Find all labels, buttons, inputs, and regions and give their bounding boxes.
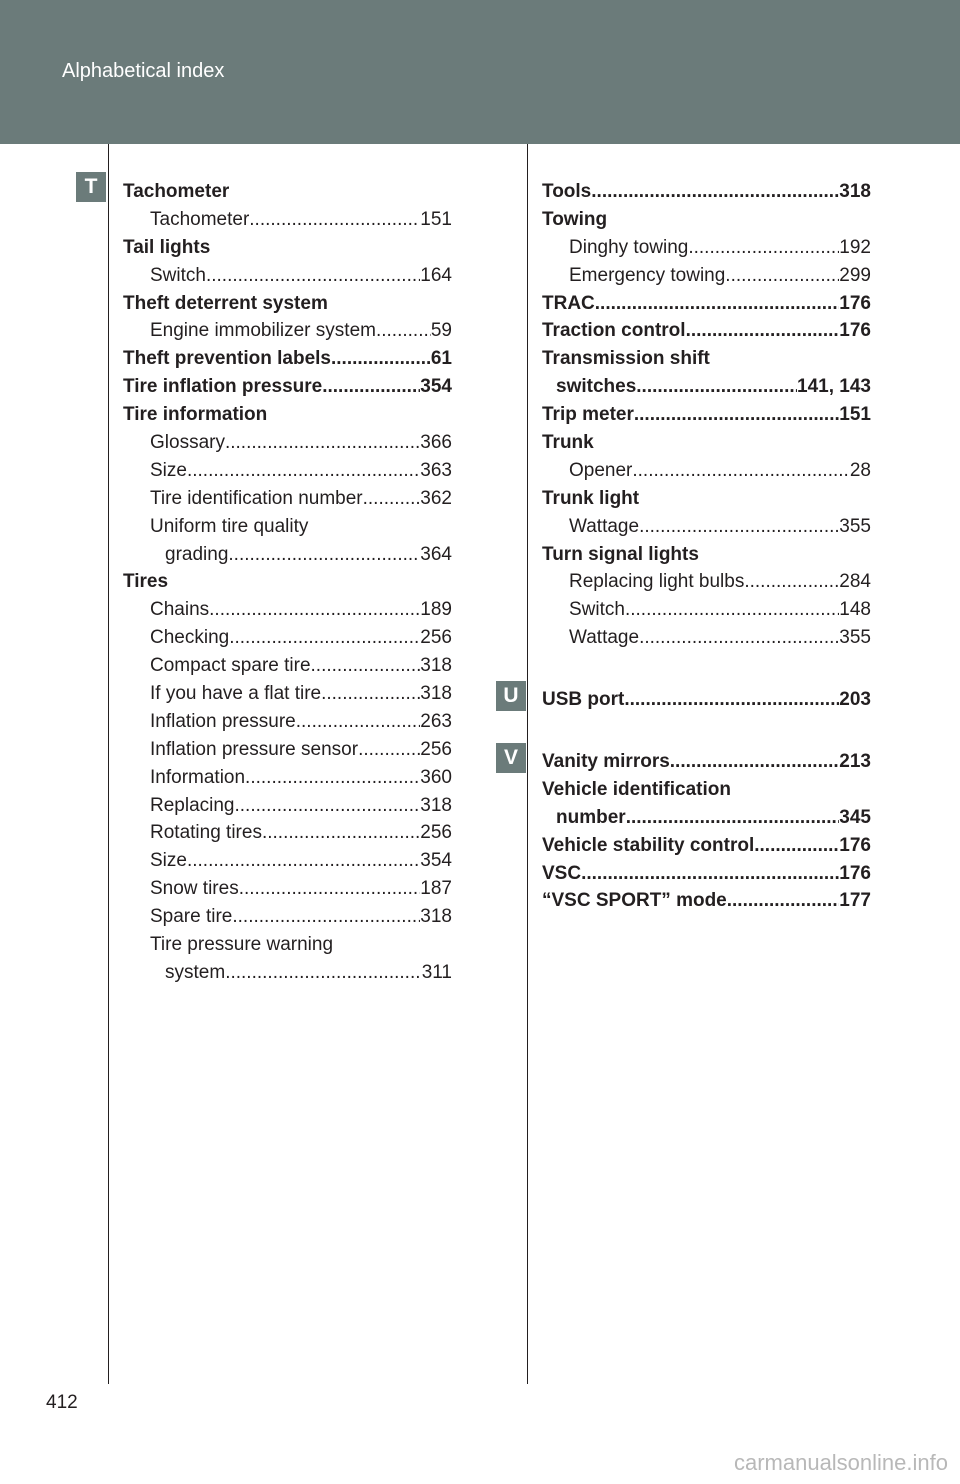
page-ref: 318 — [420, 794, 452, 816]
index-subentry — [123, 903, 452, 931]
index-subentry — [123, 317, 452, 345]
page-ref: 360 — [420, 766, 452, 788]
section-letter-u: U — [496, 681, 526, 711]
index-subentry — [123, 819, 452, 847]
entry-label: Opener — [569, 459, 633, 481]
dot-leader — [331, 345, 431, 373]
page-ref: 176 — [839, 292, 871, 314]
entry-label: Trip meter — [542, 404, 634, 426]
page-number: 412 — [46, 1392, 78, 1413]
index-heading — [542, 832, 871, 860]
page-ref: 176 — [839, 834, 871, 856]
page-ref: 192 — [839, 236, 871, 258]
dot-leader — [311, 652, 421, 680]
page-ref: 318 — [839, 181, 871, 202]
page-ref: 189 — [420, 599, 452, 621]
dot-leader — [225, 429, 420, 457]
index-subentry — [542, 262, 871, 290]
entry-label: Size — [150, 459, 187, 481]
entry-label: number — [556, 806, 626, 828]
dot-leader — [688, 234, 839, 262]
page-ref: 59 — [430, 320, 452, 342]
index-subentry — [123, 513, 452, 541]
entry-label: Switch — [150, 264, 206, 286]
dot-leader — [228, 541, 420, 569]
entry-label: Checking — [150, 627, 230, 649]
page-ref: 363 — [420, 459, 452, 481]
dot-leader — [206, 262, 420, 290]
entry-label: Tools — [542, 181, 592, 202]
dot-leader — [262, 819, 420, 847]
index-subentry — [123, 485, 452, 513]
page-ref: 366 — [420, 432, 452, 454]
index-subentry — [123, 680, 452, 708]
index-subentry — [123, 206, 452, 234]
index-heading — [123, 345, 452, 373]
index-heading — [542, 804, 871, 832]
dot-leader — [624, 686, 839, 714]
index-subentry — [123, 262, 452, 290]
page-ref: 151 — [420, 208, 452, 230]
entry-label: Tire inflation pressure — [123, 376, 323, 398]
dot-leader — [581, 860, 839, 888]
page-ref: 164 — [420, 264, 452, 286]
dot-leader — [625, 596, 839, 624]
entry-label: Information — [150, 766, 246, 788]
entry-label: Rotating tires — [150, 822, 262, 844]
entry-label: Trunk — [542, 432, 594, 454]
page-ref: 187 — [420, 878, 452, 900]
index-subentry — [123, 708, 452, 736]
index-subentry — [542, 234, 871, 262]
section-gap — [542, 652, 871, 686]
index-heading — [542, 485, 871, 513]
entry-label: Vehicle identification — [542, 778, 731, 800]
dot-leader — [626, 804, 840, 832]
index-subentry — [123, 457, 452, 485]
index-heading — [542, 429, 871, 457]
entry-label: USB port — [542, 689, 625, 711]
dot-leader — [632, 457, 849, 485]
section-letter-v: V — [496, 743, 526, 773]
dot-leader — [686, 317, 840, 345]
entry-label: Spare tire — [150, 906, 233, 928]
index-subentry — [542, 457, 871, 485]
index-heading — [542, 206, 871, 234]
index-heading — [542, 373, 871, 401]
index-subentry — [123, 931, 452, 959]
page-ref: 345 — [839, 806, 871, 828]
index-heading — [123, 290, 452, 318]
dot-leader — [639, 513, 839, 541]
entry-label: Tachometer — [150, 208, 250, 230]
dot-leader — [239, 875, 421, 903]
page-ref: 355 — [839, 515, 871, 537]
dot-leader — [322, 373, 420, 401]
entry-label: Compact spare tire — [150, 655, 311, 677]
page-ref: 263 — [420, 710, 452, 732]
dot-leader — [358, 736, 420, 764]
index-heading — [542, 686, 871, 714]
dot-leader — [296, 708, 421, 736]
section-letter-t: T — [76, 172, 106, 202]
page-ref: 203 — [839, 689, 871, 711]
page-ref: 176 — [839, 320, 871, 342]
index-heading — [123, 373, 452, 401]
dot-leader — [245, 764, 420, 792]
index-subentry — [123, 429, 452, 457]
dot-leader — [229, 624, 420, 652]
page-ref: 311 — [421, 961, 452, 983]
index-subentry — [123, 652, 452, 680]
left-index-column — [123, 178, 452, 987]
index-heading — [542, 401, 871, 429]
index-heading — [542, 748, 871, 776]
dot-leader — [744, 568, 839, 596]
index-heading — [123, 234, 452, 262]
page-ref: 318 — [420, 683, 452, 705]
dot-leader — [187, 457, 420, 485]
page-ref: 141, 143 — [797, 376, 871, 398]
index-heading — [542, 317, 871, 345]
page-ref: 318 — [420, 655, 452, 677]
dot-leader — [376, 317, 431, 345]
entry-label: Tire information — [123, 404, 268, 426]
index-heading — [123, 401, 452, 429]
index-subentry — [123, 736, 452, 764]
dot-leader — [187, 847, 420, 875]
page-ref: 299 — [839, 264, 871, 286]
entry-label: system — [165, 961, 226, 983]
dot-leader — [225, 959, 422, 987]
page-ref: 213 — [839, 751, 871, 773]
entry-label: Transmission shift — [542, 348, 710, 370]
entry-label: Wattage — [569, 515, 640, 537]
dot-leader — [725, 262, 839, 290]
dot-leader — [595, 290, 840, 318]
entry-label: switches — [556, 376, 637, 398]
entry-label: Tail lights — [123, 236, 211, 258]
dot-leader — [235, 792, 421, 820]
page-ref: 354 — [420, 850, 452, 872]
entry-label: Size — [150, 850, 187, 872]
page-ref: 176 — [839, 862, 871, 884]
page-ref: 177 — [839, 890, 871, 912]
entry-label: Engine immobilizer system — [150, 320, 376, 342]
index-heading — [542, 887, 871, 915]
dot-leader — [209, 596, 420, 624]
entry-label: TRAC — [542, 292, 595, 314]
left-margin-rule — [108, 144, 109, 1384]
entry-label: Vehicle stability control — [542, 834, 755, 856]
index-heading — [542, 860, 871, 888]
index-subentry — [542, 568, 871, 596]
entry-label: Chains — [150, 599, 210, 621]
entry-label: VSC — [542, 862, 582, 884]
index-subentry — [123, 596, 452, 624]
dot-leader — [727, 887, 840, 915]
entry-label: Uniform tire quality — [150, 515, 309, 537]
entry-label: Theft deterrent system — [123, 292, 328, 314]
section-gap — [542, 714, 871, 748]
page-ref: 364 — [420, 543, 452, 565]
page-ref: 256 — [420, 627, 452, 649]
index-heading — [542, 541, 871, 569]
entry-label: Glossary — [150, 432, 225, 454]
index-heading — [123, 568, 452, 596]
index-subentry — [123, 624, 452, 652]
page-ref: 28 — [849, 459, 871, 481]
page-ref: 148 — [839, 599, 871, 621]
dot-leader — [636, 373, 797, 401]
entry-label: Inflation pressure — [150, 710, 296, 732]
entry-label: Tires — [123, 571, 169, 593]
entry-label: Towing — [542, 208, 608, 230]
dot-leader — [232, 903, 420, 931]
entry-label: Trunk light — [542, 487, 640, 509]
index-subentry — [123, 792, 452, 820]
index-subentry — [123, 541, 452, 569]
entry-label: Theft prevention labels — [123, 348, 331, 370]
entry-label: Inflation pressure sensor — [150, 738, 359, 760]
index-heading — [123, 178, 452, 206]
index-subentry — [123, 764, 452, 792]
page-ref: 355 — [839, 627, 871, 649]
page-ref: 354 — [420, 376, 452, 398]
index-heading — [542, 290, 871, 318]
index-subentry — [542, 624, 871, 652]
page-header — [0, 0, 960, 144]
dot-leader — [639, 624, 839, 652]
entry-label: Dinghy towing — [569, 236, 689, 258]
entry-label: Turn signal lights — [542, 543, 699, 565]
index-heading — [542, 776, 871, 804]
entry-label: Replacing light bulbs — [569, 571, 745, 593]
entry-label: “VSC SPORT” mode — [542, 890, 727, 912]
entry-label: Vanity mirrors — [542, 751, 670, 773]
page-ref: 256 — [420, 738, 452, 760]
entry-label: If you have a flat tire — [150, 683, 322, 705]
dot-leader — [363, 485, 421, 513]
page-ref: 318 — [420, 906, 452, 928]
page-ref: 61 — [430, 348, 452, 370]
header-title: Alphabetical index — [62, 60, 225, 82]
dot-leader — [321, 680, 420, 708]
dot-leader — [754, 832, 839, 860]
page-ref: 284 — [839, 571, 871, 593]
index-subentry — [123, 959, 452, 987]
entry-label: Tire pressure warning — [150, 934, 334, 956]
entry-label: Tire identification number — [150, 487, 363, 509]
entry-label: Snow tires — [150, 878, 239, 900]
dot-leader — [634, 401, 839, 429]
index-subentry — [123, 875, 452, 903]
right-index-column — [542, 178, 871, 915]
watermark-text: carmanualsonline.info — [733, 1450, 948, 1475]
page-ref: 151 — [839, 404, 871, 426]
index-subentry — [542, 513, 871, 541]
entry-label: Traction control — [542, 320, 686, 342]
page-ref: 362 — [420, 487, 452, 509]
index-subentry — [542, 596, 871, 624]
entry-label: grading — [165, 543, 229, 565]
dot-leader — [591, 178, 839, 206]
index-subentry — [123, 847, 452, 875]
entry-label: Replacing — [150, 794, 235, 816]
dot-leader — [670, 748, 840, 776]
page-ref: 256 — [420, 822, 452, 844]
index-heading — [542, 178, 871, 206]
index-heading — [542, 345, 871, 373]
entry-label: Tachometer — [123, 181, 230, 202]
column-divider — [527, 144, 528, 1384]
entry-label: Switch — [569, 599, 625, 621]
entry-label: Wattage — [569, 627, 640, 649]
entry-label: Emergency towing — [569, 264, 726, 286]
dot-leader — [249, 206, 420, 234]
